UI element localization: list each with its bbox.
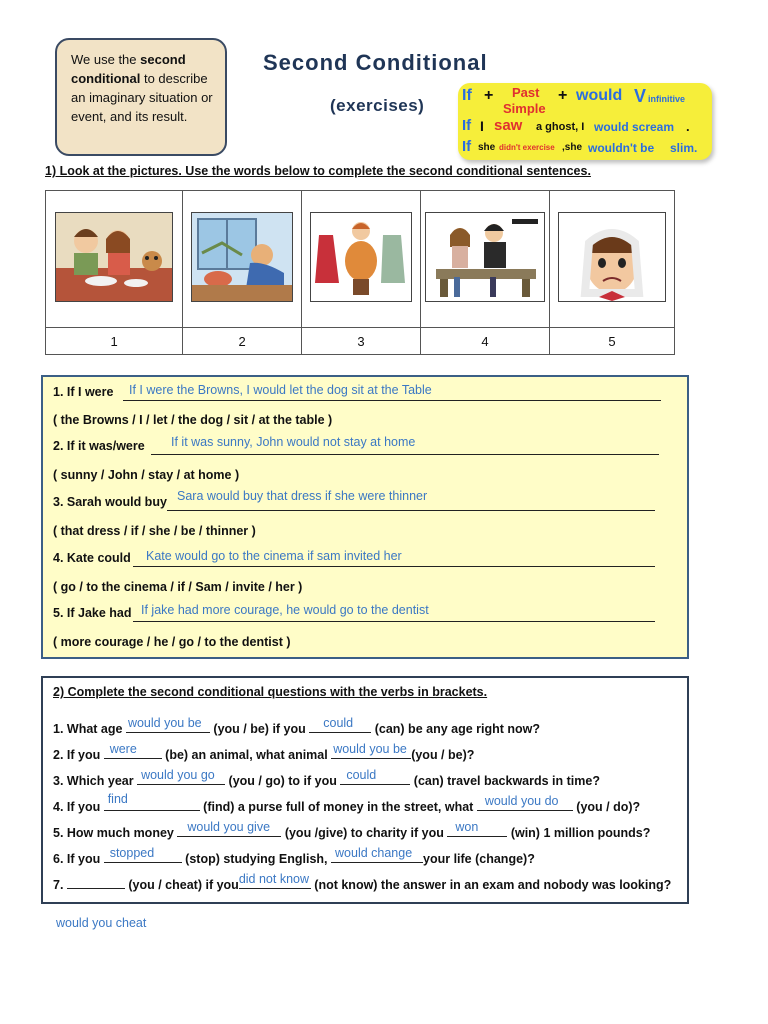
exercise1-answer-3[interactable]: Sara would buy that dress if she were thinner	[177, 489, 428, 503]
question-4	[53, 792, 641, 814]
question-5-blank-2[interactable]	[447, 820, 507, 837]
picture-number-3: 3	[302, 328, 421, 355]
example1-i: I	[480, 118, 484, 134]
example2-slim: slim.	[670, 141, 698, 155]
exercise1-prompt-2: 2. If it was/were	[53, 439, 145, 453]
question-3	[53, 768, 600, 788]
question-2-text-c: (you / be)?	[411, 748, 475, 762]
exercise1-words-2: ( sunny / John / stay / at home )	[53, 468, 240, 482]
question-1-blank-1[interactable]	[126, 716, 210, 733]
exercise1-prompt-1: 1. If I were	[53, 385, 114, 399]
example1-saw: saw	[494, 117, 523, 134]
question-6-answer-1: stopped	[109, 846, 155, 860]
question-3-answer-1: would you go	[141, 768, 215, 782]
question-6-text-b: (stop) studying English,	[181, 852, 332, 866]
question-4-blank-1[interactable]	[104, 792, 200, 811]
question-7-text-a: 7.	[53, 878, 67, 892]
boy-at-window-picture	[191, 212, 293, 302]
question-1-text-a: 1. What age	[53, 722, 126, 736]
example2-if: If	[462, 138, 472, 155]
question-1-answer-1: would you be	[127, 716, 202, 730]
section2-instruction: 2) Complete the second conditional questions with the verbs in brackets.	[53, 685, 488, 699]
question-6-blank-2[interactable]	[331, 846, 423, 863]
exercise1-words-1: ( the Browns / I / let / the dog / sit / at the table )	[53, 413, 333, 427]
exercise1-words-3: ( that dress / if / she / be / thinner )	[53, 524, 256, 538]
example1-would: would scream	[594, 120, 675, 134]
section1-instruction: 1) Look at the pictures. Use the words below to complete the second conditional sentences.	[45, 164, 591, 178]
formula-plus-1: +	[484, 87, 494, 104]
question-7-text-b: (you / cheat) if you	[124, 878, 239, 892]
question-5-answer-2: won	[455, 820, 479, 834]
question-2-answer-1: were	[109, 742, 137, 756]
picture-cell-2	[183, 191, 302, 328]
formula-simple: Simple	[503, 101, 546, 116]
page-subtitle: (exercises)	[330, 96, 425, 115]
picture-cell-4	[420, 191, 549, 328]
exercise1-answer-line-2[interactable]	[151, 454, 659, 455]
question-1-text-b: (you / be) if you	[209, 722, 310, 736]
exercise1-words-5: ( more courage / he / go / to the dentist )	[53, 635, 291, 649]
question-1-answer-2: could	[323, 716, 354, 730]
question-7-answer-2: did not know	[238, 872, 309, 886]
question-4-text-c: (you / do)?	[572, 800, 641, 814]
question-4-blank-2[interactable]	[477, 794, 573, 811]
picture-cell-5	[549, 191, 674, 328]
question-2-text-b: (be) an animal, what animal	[161, 748, 332, 762]
pictures-table	[45, 190, 675, 355]
definition-box	[55, 38, 227, 156]
question-3-blank-2[interactable]	[340, 768, 410, 785]
question-2-text-a: 2. If you	[53, 748, 104, 762]
question-5-text-b: (you /give) to charity if you	[281, 826, 448, 840]
floating-answer-text[interactable]: would you cheat	[56, 916, 147, 930]
exercise1-answer-line-1[interactable]	[123, 400, 661, 401]
question-1-blank-2[interactable]	[309, 716, 371, 733]
page-title: Second Conditional	[263, 50, 488, 75]
question-5	[53, 820, 651, 840]
question-5-text-a: 5. How much money	[53, 826, 178, 840]
picture-number-2: 2	[183, 328, 302, 355]
formula-box	[458, 83, 712, 160]
example1-if: If	[462, 117, 472, 134]
formula-would: would	[576, 87, 623, 104]
picture-number-1: 1	[46, 328, 183, 355]
exercise1-prompt-3: 3. Sarah would buy	[53, 495, 167, 509]
exercise1-box	[41, 375, 689, 659]
question-7-blank-1[interactable]	[67, 876, 125, 889]
question-1-text-c: (can) be any age right now?	[371, 722, 541, 736]
question-2-answer-2: would you be	[333, 742, 407, 756]
picture-cell-3	[302, 191, 421, 328]
exercise1-prompt-5: 5. If Jake had	[53, 606, 132, 620]
question-7-text-c: (not know) the answer in an exam and nobody was looking?	[310, 878, 672, 892]
question-5-blank-1[interactable]	[177, 820, 281, 837]
exercise1-answer-1[interactable]: If I were the Browns, I would let the dog sit at the Table	[129, 383, 432, 397]
example1-dot: .	[686, 119, 690, 134]
example2-she: she	[478, 142, 496, 153]
example2-didnt: didn't exercise	[499, 143, 555, 152]
couple-on-bench-picture	[425, 212, 545, 302]
exercise2-box	[41, 676, 689, 904]
question-3-answer-2: could	[346, 768, 377, 782]
exercise1-answer-2[interactable]: If it was sunny, John would not stay at home	[171, 435, 416, 449]
man-with-toothache-picture	[558, 212, 666, 302]
question-3-text-c: (can) travel backwards in time?	[410, 774, 600, 788]
question-3-text-a: 3. Which year	[53, 774, 138, 788]
definition-text-1: We use the	[71, 52, 141, 67]
formula-infinitive: infinitive	[648, 94, 686, 104]
exercise1-answer-line-3[interactable]	[167, 510, 655, 511]
exercise1-answer-line-4[interactable]	[133, 566, 655, 567]
picture-number-4: 4	[420, 328, 549, 355]
question-5-answer-1: would you give	[187, 820, 271, 834]
question-6	[53, 846, 535, 866]
exercise1-prompt-4: 4. Kate could	[53, 551, 131, 565]
exercise1-answer-line-5[interactable]	[133, 621, 655, 622]
example2-wouldnt: wouldn't be	[588, 141, 655, 155]
woman-with-dresses-picture	[310, 212, 412, 302]
question-3-text-b: (you / go) to if you	[225, 774, 341, 788]
question-4-text-b: (find) a purse full of money in the street, what	[199, 800, 477, 814]
question-1	[53, 716, 541, 736]
picture-number-5: 5	[549, 328, 674, 355]
question-7-blank-2[interactable]	[238, 872, 311, 889]
question-4-text-a: 4. If you	[53, 800, 104, 814]
question-7	[53, 872, 672, 892]
family-dinner-picture	[55, 212, 173, 302]
formula-if: If	[462, 87, 472, 104]
question-2-blank-2[interactable]	[331, 742, 411, 759]
question-4-answer-2: would you do	[484, 794, 559, 808]
formula-past: Past	[512, 85, 540, 100]
question-6-text-c: your life (change)?	[423, 852, 535, 866]
question-3-blank-1[interactable]	[137, 768, 225, 785]
definition-bold: second conditional	[71, 52, 186, 86]
definition-text-2: to describe an imaginary situation or event, and its result.	[71, 71, 213, 124]
example2-rest: ,she	[562, 142, 583, 153]
exercise1-answer-5[interactable]: If jake had more courage, he would go to the dentist	[141, 603, 429, 617]
formula-v: V	[634, 86, 647, 106]
question-6-blank-1[interactable]	[104, 846, 182, 863]
exercise1-answer-4[interactable]: Kate would go to the cinema if sam invited her	[146, 549, 402, 563]
exercise1-words-4: ( go / to the cinema / if / Sam / invite / her )	[53, 580, 303, 594]
question-2	[53, 742, 475, 762]
question-6-text-a: 6. If you	[53, 852, 104, 866]
question-6-answer-2: would change	[335, 846, 413, 860]
question-2-blank-1[interactable]	[104, 742, 162, 759]
example1-rest: a ghost, I	[536, 121, 585, 133]
picture-cell-1	[46, 191, 183, 328]
formula-plus-2: +	[558, 87, 568, 104]
question-5-text-c: (win) 1 million pounds?	[507, 826, 651, 840]
question-4-answer-1: find	[107, 792, 128, 806]
